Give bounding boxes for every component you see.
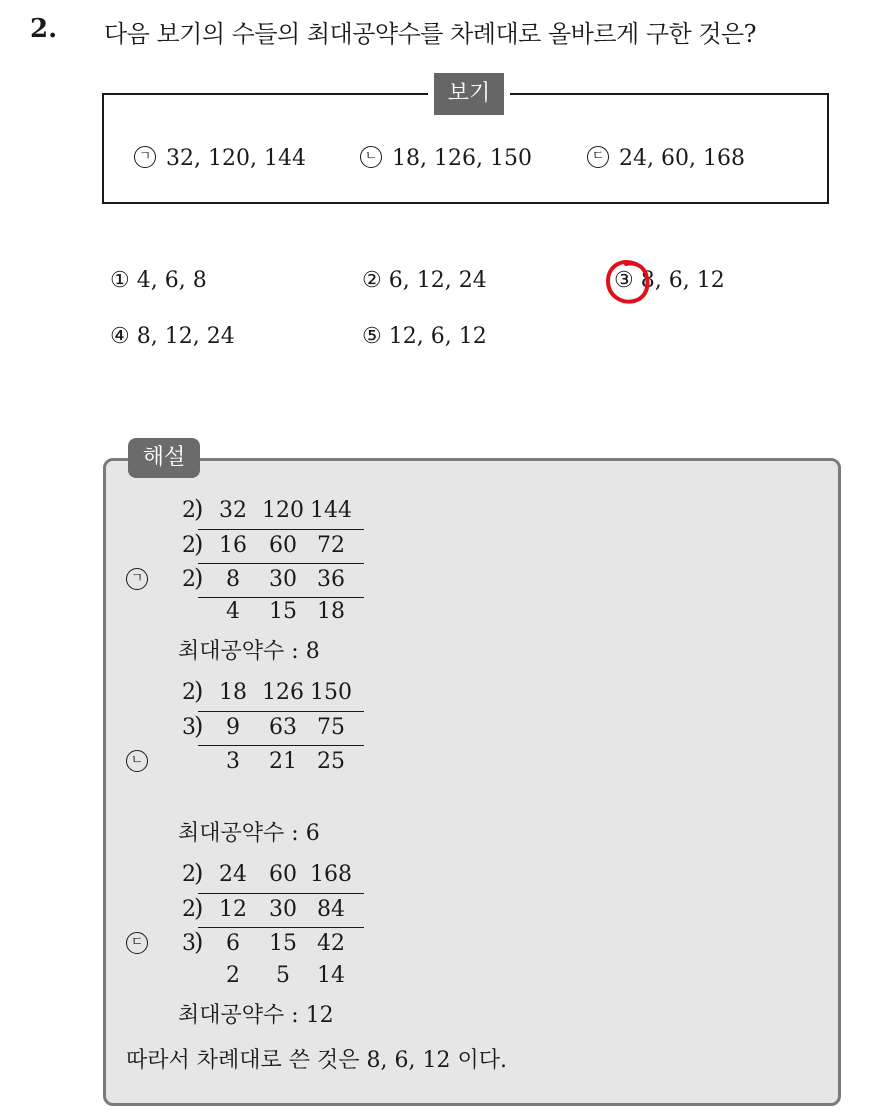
- choice-marker: ③: [614, 268, 634, 293]
- value: 42: [317, 931, 345, 956]
- divisor: 3: [182, 715, 196, 740]
- value: 72: [317, 533, 345, 558]
- division-line: [198, 529, 364, 530]
- division-line: [198, 745, 364, 746]
- divisor: 2: [182, 498, 196, 523]
- value: 15: [269, 931, 297, 956]
- value: 120: [262, 498, 304, 523]
- division-bracket: ): [194, 712, 204, 740]
- value: 150: [310, 680, 352, 705]
- choice-text: 4, 6, 8: [136, 268, 207, 293]
- question-number: 2.: [30, 14, 58, 44]
- choice-2[interactable]: [362, 268, 487, 293]
- divisor: 3: [182, 931, 196, 956]
- value: 16: [219, 533, 247, 558]
- value: 30: [269, 567, 297, 592]
- value: 18: [317, 599, 345, 624]
- value: 15: [269, 599, 297, 624]
- solution-marker-1: [126, 568, 158, 593]
- value: 4: [226, 599, 240, 624]
- value: 75: [317, 715, 345, 740]
- division-line: [198, 711, 364, 712]
- solution-marker-3: [126, 932, 158, 957]
- value: 30: [269, 897, 297, 922]
- value: 18: [219, 680, 247, 705]
- value: 5: [276, 963, 290, 988]
- value: 2: [226, 963, 240, 988]
- choice-marker: ⑤: [362, 324, 382, 349]
- bogi-item-text: 18, 126, 150: [392, 146, 532, 171]
- division-line: [198, 597, 364, 598]
- choice-marker: ④: [110, 324, 130, 349]
- division-block-3: [176, 859, 376, 992]
- division-bracket: ): [194, 495, 204, 523]
- bogi-item-3: [587, 146, 745, 171]
- choice-1[interactable]: [110, 268, 207, 293]
- value: 21: [269, 749, 297, 774]
- choice-5[interactable]: [362, 324, 487, 349]
- division-bracket: ): [194, 894, 204, 922]
- value: 8: [226, 567, 240, 592]
- value: 25: [317, 749, 345, 774]
- circled-marker: ㄴ: [360, 146, 382, 168]
- division-bracket: ): [194, 859, 204, 887]
- gcd-result-3: [178, 998, 334, 1029]
- divisor: 2: [182, 862, 196, 887]
- divisor: 2: [182, 533, 196, 558]
- gcd-label: 최대공약수: [178, 639, 285, 664]
- choice-text: 8, 6, 12: [640, 268, 725, 293]
- gcd-result-2: [178, 816, 320, 847]
- value: 24: [219, 862, 247, 887]
- division-line: [198, 927, 364, 928]
- division-bracket: ): [194, 530, 204, 558]
- division-bracket: ): [194, 677, 204, 705]
- division-line: [198, 563, 364, 564]
- answer-circle-mark: [602, 256, 654, 308]
- divisor: 2: [182, 897, 196, 922]
- solution-conclusion: 따라서 차례대로 쓴 것은 8, 6, 12 이다.: [126, 1048, 507, 1073]
- value: 6: [226, 931, 240, 956]
- question-text: 다음 보기의 수들의 최대공약수를 차례대로 올바르게 구한 것은?: [104, 20, 757, 48]
- gcd-separator: :: [291, 821, 299, 846]
- division-block-2: [176, 677, 376, 780]
- value: 32: [219, 498, 247, 523]
- value: 84: [317, 897, 345, 922]
- bogi-item-text: 24, 60, 168: [619, 146, 745, 171]
- gcd-value: 6: [305, 821, 320, 846]
- value: 126: [262, 680, 304, 705]
- gcd-value: 8: [305, 639, 320, 664]
- value: 36: [317, 567, 345, 592]
- bogi-label: 보기: [428, 73, 510, 115]
- value: 144: [310, 498, 352, 523]
- solution-marker-2: [126, 750, 158, 775]
- division-bracket: ): [194, 928, 204, 956]
- circled-marker: ㄷ: [587, 146, 609, 168]
- bogi-item-2: [360, 146, 532, 171]
- choice-text: 8, 12, 24: [136, 324, 235, 349]
- value: 3: [226, 749, 240, 774]
- choice-marker: ②: [362, 268, 382, 293]
- choice-4[interactable]: [110, 324, 235, 349]
- gcd-value: 12: [305, 1003, 334, 1028]
- circled-marker: ㄷ: [126, 932, 148, 954]
- choice-text: 12, 6, 12: [388, 324, 487, 349]
- value: 60: [269, 862, 297, 887]
- value: 9: [226, 715, 240, 740]
- divisor: 2: [182, 680, 196, 705]
- solution-label: 해설: [128, 438, 200, 478]
- circled-marker: ㄱ: [134, 146, 156, 168]
- circled-marker: ㄱ: [126, 568, 148, 590]
- division-line: [198, 893, 364, 894]
- circled-marker: ㄴ: [126, 750, 148, 772]
- value: 63: [269, 715, 297, 740]
- division-block-1: [176, 495, 376, 628]
- value: 14: [317, 963, 345, 988]
- value: 12: [219, 897, 247, 922]
- bogi-item-text: 32, 120, 144: [166, 146, 306, 171]
- gcd-label: 최대공약수: [178, 821, 285, 846]
- bogi-item-1: [134, 146, 306, 171]
- gcd-separator: :: [291, 1003, 299, 1028]
- choice-text: 6, 12, 24: [388, 268, 487, 293]
- choice-marker: ①: [110, 268, 130, 293]
- gcd-separator: :: [291, 639, 299, 664]
- value: 168: [310, 862, 352, 887]
- divisor: 2: [182, 567, 196, 592]
- gcd-result-1: [178, 634, 320, 665]
- division-bracket: ): [194, 564, 204, 592]
- value: 60: [269, 533, 297, 558]
- gcd-label: 최대공약수: [178, 1003, 285, 1028]
